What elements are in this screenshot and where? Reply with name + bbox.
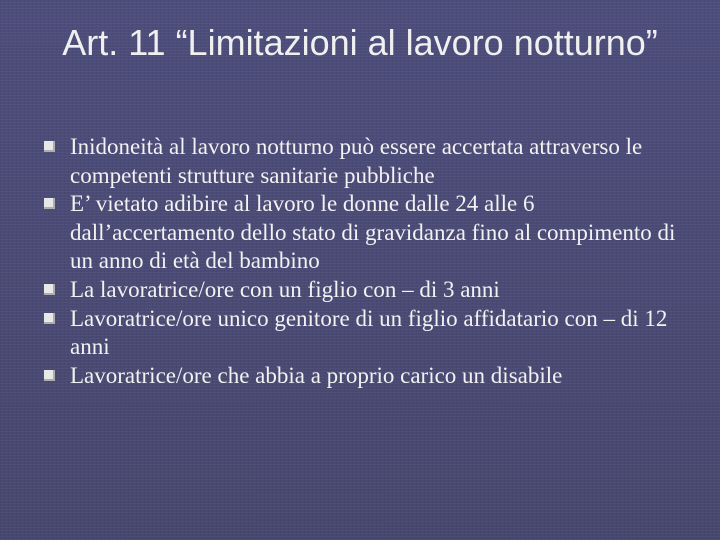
bullet-item xyxy=(44,362,684,391)
bullet-item xyxy=(44,133,684,190)
bullet-text: Lavoratrice/ore che abbia a proprio carico un disabile xyxy=(70,362,563,388)
square-bullet-icon xyxy=(44,284,55,295)
bullet-item xyxy=(44,276,684,305)
bullet-item xyxy=(44,305,684,362)
bullet-item xyxy=(44,190,684,276)
square-bullet-icon xyxy=(44,313,55,324)
square-bullet-icon xyxy=(44,141,55,152)
bullet-list xyxy=(44,133,684,390)
square-bullet-icon xyxy=(44,370,55,381)
slide-title: Art. 11 “Limitazioni al lavoro notturno” xyxy=(62,22,658,63)
square-bullet-icon xyxy=(44,198,55,209)
bullet-text: La lavoratrice/ore con un figlio con – di 3 anni xyxy=(70,276,500,302)
bullet-text: Lavoratrice/ore unico genitore di un figlio affidatario con – di 12 anni xyxy=(70,305,668,360)
bullet-text: Inidoneità al lavoro notturno può essere accertata attraverso le competenti strutture sanitarie pubbliche xyxy=(70,134,643,188)
bullet-text: E’ vietato adibire al lavoro le donne dalle 24 alle 6 dall’accertamento dello stato di gravidanza fino al compimento di un anno di età del bambino xyxy=(70,191,676,274)
